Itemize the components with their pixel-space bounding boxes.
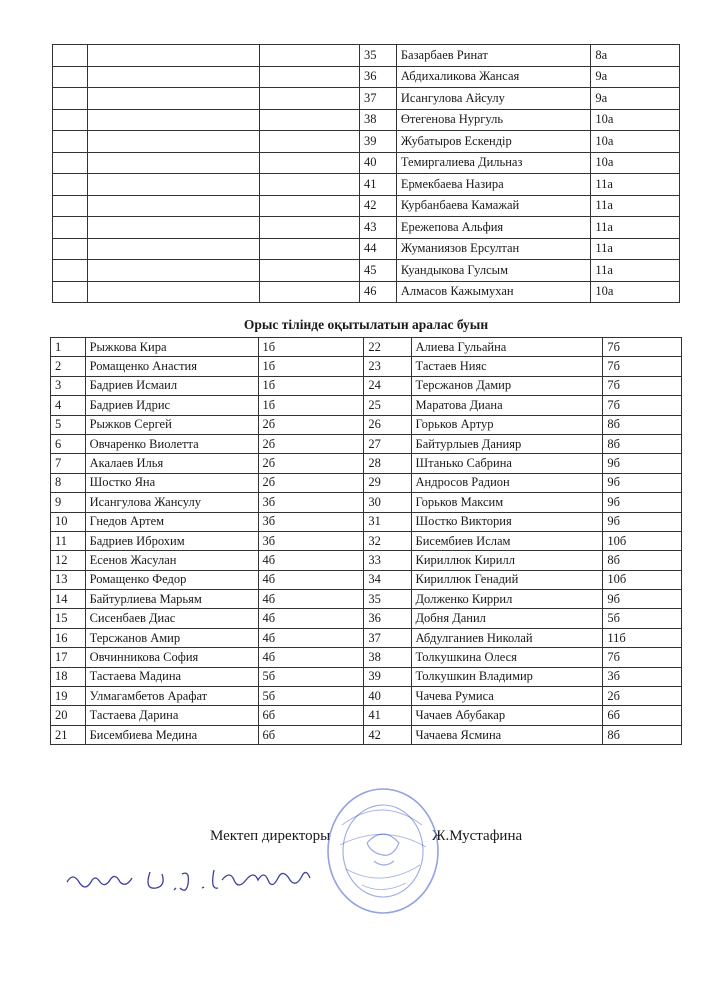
class-label: 9а — [591, 66, 680, 88]
table-row — [51, 667, 682, 686]
empty-cell — [87, 152, 259, 174]
empty-cell — [87, 131, 259, 153]
student-name: Исангулова Жансулу — [85, 493, 258, 512]
table-row — [51, 434, 682, 453]
student-name: Горьков Артур — [411, 415, 603, 434]
class-label: 5б — [258, 667, 364, 686]
class-label: 8б — [603, 415, 682, 434]
student-name: Толкушкина Олеся — [411, 648, 603, 667]
empty-cell — [87, 174, 259, 196]
class-label: 2б — [258, 454, 364, 473]
student-name: Рыжкова Кира — [85, 338, 258, 357]
empty-cell — [87, 217, 259, 239]
row-number: 32 — [364, 531, 411, 550]
student-name: Темиргалиева Дильназ — [396, 152, 591, 174]
student-name: Акалаев Илья — [85, 454, 258, 473]
empty-cell — [53, 260, 88, 282]
empty-cell — [87, 260, 259, 282]
row-number: 4 — [51, 396, 86, 415]
table-row — [51, 454, 682, 473]
student-name: Базарбаев Ринат — [396, 45, 591, 67]
student-name: Рыжков Сергей — [85, 415, 258, 434]
row-number: 2 — [51, 357, 86, 376]
class-label: 11б — [603, 628, 682, 647]
row-number: 24 — [364, 376, 411, 395]
row-number: 39 — [360, 131, 397, 153]
class-label: 4б — [258, 609, 364, 628]
director-label: Мектеп директоры — [210, 828, 331, 844]
row-number: 27 — [364, 434, 411, 453]
class-label: 2б — [258, 415, 364, 434]
empty-cell — [87, 45, 259, 67]
empty-cell — [53, 66, 88, 88]
row-number: 15 — [51, 609, 86, 628]
student-name: Есенов Жасулан — [85, 551, 258, 570]
class-label: 7б — [603, 376, 682, 395]
class-label: 7б — [603, 396, 682, 415]
class-label: 4б — [258, 590, 364, 609]
student-name: Алиева Гульайна — [411, 338, 603, 357]
table-row — [53, 195, 680, 217]
student-name: Байтурлиева Марьям — [85, 590, 258, 609]
student-name: Штанько Сабрина — [411, 454, 603, 473]
class-label: 10а — [591, 152, 680, 174]
table-row — [51, 725, 682, 744]
class-label: 4б — [258, 628, 364, 647]
student-name: Овчаренко Виолетта — [85, 434, 258, 453]
row-number: 29 — [364, 473, 411, 492]
class-label: 7б — [603, 338, 682, 357]
row-number: 1 — [51, 338, 86, 357]
student-name: Бадриев Исмаил — [85, 376, 258, 395]
student-name: Толкушкин Владимир — [411, 667, 603, 686]
table-row — [53, 131, 680, 153]
official-stamp — [322, 785, 444, 920]
student-name: Абдихаликова Жансая — [396, 66, 591, 88]
table-row — [51, 706, 682, 725]
empty-cell — [259, 195, 359, 217]
class-label: 9б — [603, 493, 682, 512]
class-label: 11а — [591, 217, 680, 239]
student-name: Алмасов Кажымухан — [396, 281, 591, 303]
class-label: 1б — [258, 357, 364, 376]
top-list-table — [52, 44, 680, 303]
table-row — [53, 66, 680, 88]
table-row — [53, 217, 680, 239]
student-name: Сисенбаев Диас — [85, 609, 258, 628]
row-number: 28 — [364, 454, 411, 473]
row-number: 3 — [51, 376, 86, 395]
row-number: 18 — [51, 667, 86, 686]
student-name: Улмагамбетов Арафат — [85, 687, 258, 706]
row-number: 39 — [364, 667, 411, 686]
empty-cell — [87, 238, 259, 260]
class-label: 1б — [258, 376, 364, 395]
student-name: Тастаев Нияс — [411, 357, 603, 376]
class-label: 8а — [591, 45, 680, 67]
table-row — [51, 338, 682, 357]
student-name: Жуманиязов Ерсултан — [396, 238, 591, 260]
row-number: 5 — [51, 415, 86, 434]
student-name: Ережепова Альфия — [396, 217, 591, 239]
empty-cell — [87, 66, 259, 88]
row-number: 38 — [364, 648, 411, 667]
director-name: Ж.Мустафина — [432, 828, 523, 844]
class-label: 8б — [603, 725, 682, 744]
top-list-body — [53, 45, 680, 303]
handwritten-note-signature — [62, 860, 327, 900]
row-number: 36 — [364, 609, 411, 628]
class-label: 6б — [603, 706, 682, 725]
class-label: 9б — [603, 454, 682, 473]
empty-cell — [259, 131, 359, 153]
student-name: Терсжанов Амир — [85, 628, 258, 647]
empty-cell — [259, 238, 359, 260]
class-label: 1б — [258, 338, 364, 357]
student-name: Ромащенко Федор — [85, 570, 258, 589]
mixed-group-table — [50, 337, 682, 745]
table-row — [51, 376, 682, 395]
student-name: Чачаев Абубакар — [411, 706, 603, 725]
student-name: Овчинникова София — [85, 648, 258, 667]
student-name: Ермекбаева Назира — [396, 174, 591, 196]
table-row — [53, 260, 680, 282]
student-name: Чачева Румиса — [411, 687, 603, 706]
class-label: 11а — [591, 260, 680, 282]
row-number: 12 — [51, 551, 86, 570]
row-number: 11 — [51, 531, 86, 550]
class-label: 7б — [603, 357, 682, 376]
student-name: Ромащенко Анастия — [85, 357, 258, 376]
row-number: 10 — [51, 512, 86, 531]
student-name: Кириллюк Кирилл — [411, 551, 603, 570]
student-name: Чачаева Ясмина — [411, 725, 603, 744]
student-name: Байтурлыев Данияр — [411, 434, 603, 453]
row-number: 35 — [364, 590, 411, 609]
student-name: Курбанбаева Камажай — [396, 195, 591, 217]
class-label: 4б — [258, 570, 364, 589]
empty-cell — [53, 195, 88, 217]
student-name: Абдулганиев Николай — [411, 628, 603, 647]
student-name: Бисембиев Ислам — [411, 531, 603, 550]
empty-cell — [87, 88, 259, 110]
empty-cell — [259, 174, 359, 196]
row-number: 42 — [360, 195, 397, 217]
row-number: 43 — [360, 217, 397, 239]
student-name: Бадриев Идрис — [85, 396, 258, 415]
mixed-group-body — [51, 338, 682, 745]
student-name: Шостко Яна — [85, 473, 258, 492]
class-label: 2б — [258, 473, 364, 492]
class-label: 6б — [258, 706, 364, 725]
class-label: 9б — [603, 473, 682, 492]
table-row — [53, 238, 680, 260]
table-row — [51, 648, 682, 667]
row-number: 46 — [360, 281, 397, 303]
table-row — [53, 88, 680, 110]
empty-cell — [259, 109, 359, 131]
table-row — [51, 493, 682, 512]
row-number: 41 — [360, 174, 397, 196]
table-row — [51, 357, 682, 376]
row-number: 14 — [51, 590, 86, 609]
class-label: 10а — [591, 131, 680, 153]
table-row — [51, 415, 682, 434]
student-name: Долженко Киррил — [411, 590, 603, 609]
student-name: Андросов Радион — [411, 473, 603, 492]
class-label: 8б — [603, 551, 682, 570]
student-name: Жубатыров Ескендір — [396, 131, 591, 153]
section-heading: Орыс тілінде оқытылатын аралас буын — [243, 317, 489, 332]
class-label: 1б — [258, 396, 364, 415]
student-name: Терсжанов Дамир — [411, 376, 603, 395]
class-label: 3б — [258, 493, 364, 512]
empty-cell — [259, 217, 359, 239]
student-name: Бадриев Иброхим — [85, 531, 258, 550]
empty-cell — [87, 195, 259, 217]
class-label: 10а — [591, 109, 680, 131]
class-label: 11а — [591, 195, 680, 217]
row-number: 44 — [360, 238, 397, 260]
empty-cell — [53, 152, 88, 174]
class-label: 7б — [603, 648, 682, 667]
empty-cell — [53, 238, 88, 260]
student-name: Гнедов Артем — [85, 512, 258, 531]
row-number: 17 — [51, 648, 86, 667]
empty-cell — [53, 88, 88, 110]
table-row — [51, 570, 682, 589]
student-name: Куандыкова Гулсым — [396, 260, 591, 282]
row-number: 38 — [360, 109, 397, 131]
table-row — [53, 152, 680, 174]
row-number: 26 — [364, 415, 411, 434]
class-label: 9б — [603, 512, 682, 531]
class-label: 8б — [603, 434, 682, 453]
row-number: 25 — [364, 396, 411, 415]
row-number: 41 — [364, 706, 411, 725]
class-label: 9б — [603, 590, 682, 609]
empty-cell — [259, 88, 359, 110]
class-label: 5б — [603, 609, 682, 628]
row-number: 13 — [51, 570, 86, 589]
empty-cell — [259, 152, 359, 174]
table-row — [51, 687, 682, 706]
class-label: 10б — [603, 570, 682, 589]
class-label: 2б — [258, 434, 364, 453]
empty-cell — [53, 281, 88, 303]
empty-cell — [53, 45, 88, 67]
class-label: 11а — [591, 174, 680, 196]
row-number: 34 — [364, 570, 411, 589]
row-number: 22 — [364, 338, 411, 357]
class-label: 4б — [258, 551, 364, 570]
row-number: 19 — [51, 687, 86, 706]
empty-cell — [259, 281, 359, 303]
row-number: 45 — [360, 260, 397, 282]
empty-cell — [53, 174, 88, 196]
class-label: 4б — [258, 648, 364, 667]
class-label: 5б — [258, 687, 364, 706]
row-number: 36 — [360, 66, 397, 88]
row-number: 21 — [51, 725, 86, 744]
class-label: 2б — [603, 687, 682, 706]
student-name: Горьков Максим — [411, 493, 603, 512]
student-name: Исангулова Айсулу — [396, 88, 591, 110]
row-number: 30 — [364, 493, 411, 512]
row-number: 9 — [51, 493, 86, 512]
class-label: 3б — [258, 531, 364, 550]
class-label: 6б — [258, 725, 364, 744]
row-number: 8 — [51, 473, 86, 492]
student-name: Тастаева Мадина — [85, 667, 258, 686]
class-label: 3б — [603, 667, 682, 686]
row-number: 23 — [364, 357, 411, 376]
student-name: Маратова Диана — [411, 396, 603, 415]
row-number: 35 — [360, 45, 397, 67]
table-row — [51, 396, 682, 415]
empty-cell — [259, 66, 359, 88]
row-number: 6 — [51, 434, 86, 453]
table-row — [51, 531, 682, 550]
empty-cell — [53, 217, 88, 239]
empty-cell — [53, 131, 88, 153]
student-name: Кириллюк Генадий — [411, 570, 603, 589]
table-row — [53, 281, 680, 303]
empty-cell — [259, 260, 359, 282]
table-row — [51, 628, 682, 647]
table-row — [51, 609, 682, 628]
empty-cell — [87, 109, 259, 131]
row-number: 37 — [364, 628, 411, 647]
table-row — [53, 174, 680, 196]
student-name: Добня Данил — [411, 609, 603, 628]
row-number: 31 — [364, 512, 411, 531]
table-row — [51, 473, 682, 492]
row-number: 37 — [360, 88, 397, 110]
student-name: Тастаева Дарина — [85, 706, 258, 725]
class-label: 3б — [258, 512, 364, 531]
row-number: 40 — [364, 687, 411, 706]
row-number: 20 — [51, 706, 86, 725]
row-number: 16 — [51, 628, 86, 647]
student-name: Бисембиева Медина — [85, 725, 258, 744]
student-name: Шостко Виктория — [411, 512, 603, 531]
row-number: 7 — [51, 454, 86, 473]
student-name: Өтегенова Нургуль — [396, 109, 591, 131]
row-number: 40 — [360, 152, 397, 174]
table-row — [51, 512, 682, 531]
table-row — [51, 551, 682, 570]
class-label: 10б — [603, 531, 682, 550]
empty-cell — [87, 281, 259, 303]
table-row — [53, 45, 680, 67]
row-number: 33 — [364, 551, 411, 570]
table-row — [53, 109, 680, 131]
empty-cell — [53, 109, 88, 131]
class-label: 9а — [591, 88, 680, 110]
row-number: 42 — [364, 725, 411, 744]
table-row — [51, 590, 682, 609]
class-label: 11а — [591, 238, 680, 260]
empty-cell — [259, 45, 359, 67]
class-label: 10а — [591, 281, 680, 303]
